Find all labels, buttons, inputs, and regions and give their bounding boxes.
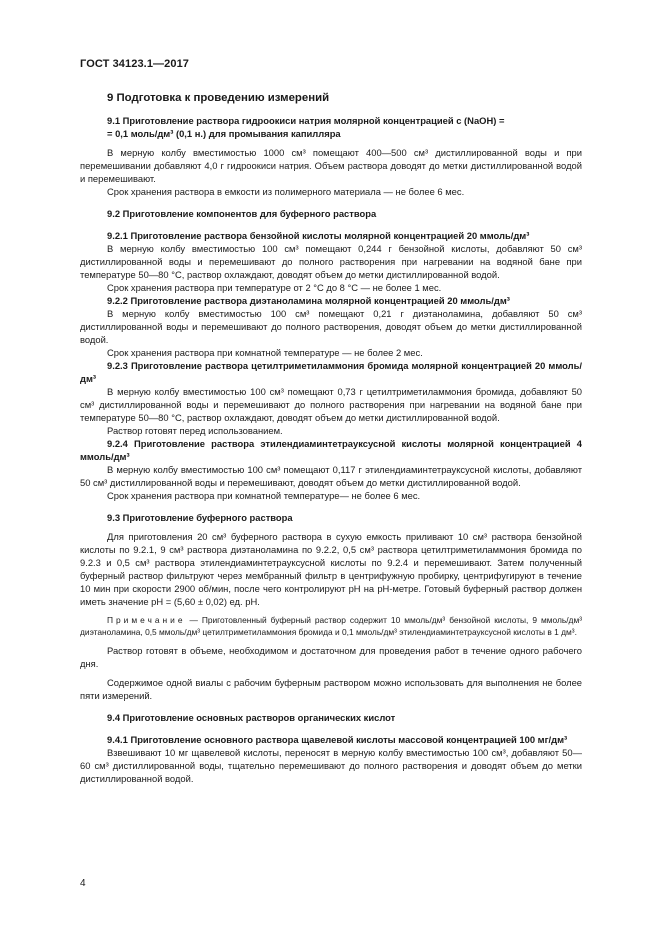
heading-9-4-1: 9.4.1 Приготовление основного раствора щавелевой кислоты массовой концентрацией 100 мг/дм³ (107, 734, 568, 745)
heading-9-2-2: 9.2.2 Приготовление раствора диэтаноламина молярной концентрацией 20 ммоль/дм³ (107, 295, 510, 306)
paragraph-9-3-volume: Раствор готовят в объеме, необходимом и достаточном для проведения работ в течение одного рабочего дня. (80, 645, 582, 669)
heading-9-4: 9.4 Приготовление основных растворов органических кислот (107, 712, 396, 723)
heading-9-2-4: 9.2.4 Приготовление раствора этилендиаминтетрауксусной кислоты молярной концентрацией 4 ммоль/дм³ (80, 438, 582, 462)
paragraph-9-2-4-text: В мерную колбу вместимостью 100 см³ помещают 0,117 г этилендиаминтетрауксусной кислоты, добавляют 50 см³ дистиллированной воды и перемешивают, доводят объем до метки дистиллированной водой. (80, 464, 582, 488)
paragraph-9-4-1-text: Взвешивают 10 мг щавелевой кислоты, переносят в мерную колбу вместимостью 100 см³, добавляют 50—60 см³ дистиллированной воды, тщательно перемешивают до полного растворения и доводят объем до метки дистиллированной водой. (80, 747, 582, 784)
heading-9-2: 9.2 Приготовление компонентов для буферного раствора (107, 208, 377, 219)
paragraph-9-2-1-text: В мерную колбу вместимостью 100 см³ помещают 0,244 г бензойной кислоты, добавляют 50 см³ дистиллированной воды и перемешивают до полного растворения при нагревании на водяной бане при температуре 50—80 °С, раствор охлаждают, доводят объем до метки дистиллированной водой. (80, 243, 582, 280)
paragraph-9-2-2-text: В мерную колбу вместимостью 100 см³ помещают 0,21 г диэтаноламина, добавляют 50 см³ дистиллированной воды и перемешивают до полного растворения, доводят объем до метки дистиллированной водой. (80, 308, 582, 345)
note-label: Примечание (107, 615, 186, 625)
standard-designation: ГОСТ 34123.1—2017 (80, 58, 190, 70)
section-title: 9 Подготовка к проведению измерений (107, 92, 330, 104)
paragraph-9-3-text: Для приготовления 20 см³ буферного раствора в сухую емкость приливают 10 см³ раствора бензойной кислоты по 9.2.1, 9 см³ раствора диэтаноламина по 9.2.2, 0,5 см³ раствора цетилтриметиламмония бромида по 9.2.3 и 0,5 см³ раствора этилендиаминтетрауксусной кислоты по 9.2.4 и перемешивают. Затем полученный буферный раствор фильтруют через мембранный фильтр в центрифужную пробирку, центрифугируют в течение 10 мин при скорости 2900 об/мин, после чего контролируют pH на pH-метре. Готовый буферный раствор должен иметь значение pH = (5,60 ± 0,02) ед. pH. (80, 531, 582, 607)
heading-9-1-line2: = 0,1 моль/дм³ (0,1 н.) для промывания капилляра (107, 128, 341, 139)
paragraph-9-2-3-text: В мерную колбу вместимостью 100 см³ помещают 0,73 г цетилтриметиламмония бромида, добавляют 50 см³ дистиллированной воды и перемешивают до полного растворения при нагревании на водяной бане при температуре 50—80 °С, раствор охлаждают, доводят объем до метки дистиллированной водой. (80, 386, 582, 423)
note-text: — Приготовленный буферный раствор содержит 10 ммоль/дм³ бензойной кислоты, 9 ммоль/дм³ диэтаноламина, 0,5 ммоль/дм³ цетилтриметиламмония бромида и 0,1 ммоль/дм³ этилендиаминтетрауксусной кислоты в 1 дм³. (80, 615, 582, 637)
heading-9-3: 9.3 Приготовление буферного раствора (107, 512, 293, 523)
paragraph-9-1-text: В мерную колбу вместимостью 1000 см³ помещают 400—500 см³ дистиллированной воды и при перемешивании добавляют 4,0 г гидроокиси натрия. Объем раствора доводят до метки дистиллированной водой и перемешивают. (80, 147, 582, 184)
note-block (80, 614, 582, 638)
heading-9-1-line1: 9.1 Приготовление раствора гидроокиси натрия молярной концентрацией с (NaOH) = (107, 115, 505, 126)
paragraph-9-1-storage: Срок хранения раствора в емкости из полимерного материала — не более 6 мес. (107, 186, 465, 197)
paragraph-9-2-2-storage: Срок хранения раствора при комнатной температуре — не более 2 мес. (107, 347, 423, 358)
heading-9-2-1: 9.2.1 Приготовление раствора бензойной кислоты молярной концентрацией 20 ммоль/дм³ (107, 230, 530, 241)
page-number: 4 (80, 878, 86, 889)
paragraph-9-3-vial: Содержимое одной виалы с рабочим буферным раствором можно использовать для выполнения не более пяти измерений. (80, 677, 582, 701)
paragraph-9-2-3-note: Раствор готовят перед использованием. (107, 425, 283, 436)
heading-9-2-3: 9.2.3 Приготовление раствора цетилтриметиламмония бромида молярной концентрацией 20 ммоль/дм³ (80, 360, 582, 384)
paragraph-9-2-1-storage: Срок хранения раствора при температуре от 2 °С до 8 °С — не более 1 мес. (107, 282, 442, 293)
document-body (80, 88, 582, 785)
paragraph-9-2-4-storage: Срок хранения раствора при комнатной температуре— не более 6 мес. (107, 490, 421, 501)
